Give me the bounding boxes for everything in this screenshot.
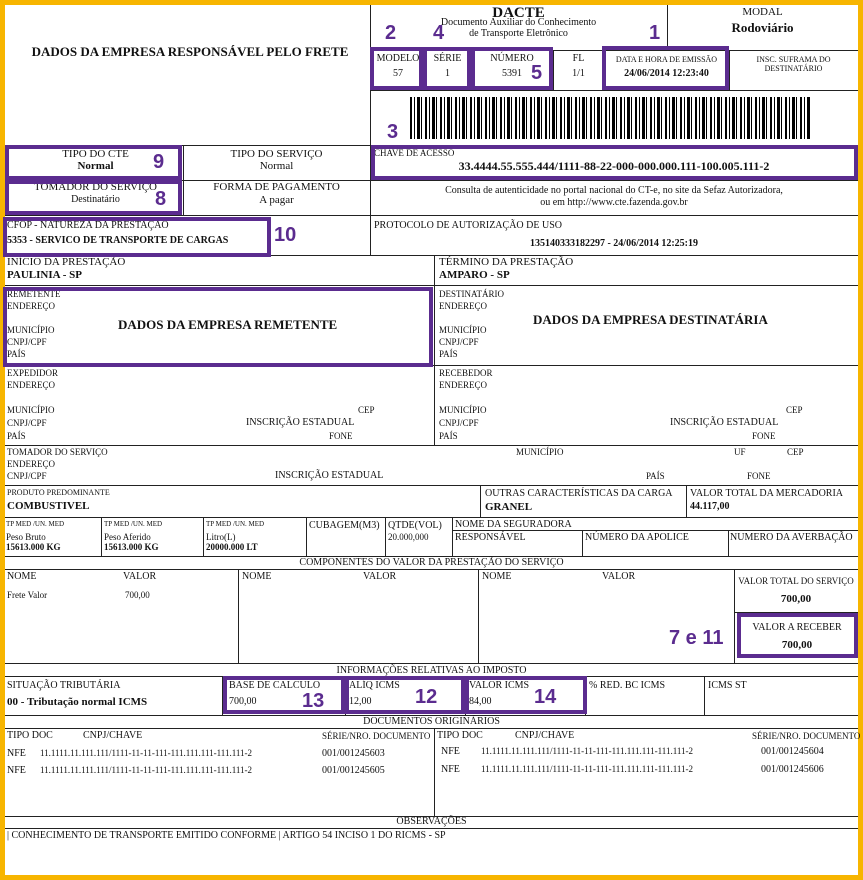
marker-14: 14 <box>534 686 557 708</box>
componentes-title: COMPONENTES DO VALOR DA PRESTAÇÃO DO SERVIÇO <box>299 557 564 568</box>
comp-item-value: 700,00 <box>125 590 150 600</box>
recebedor-pais-label: PAÍS <box>439 431 458 441</box>
cubagem-label: CUBAGEM(M3) <box>309 520 380 531</box>
expedidor-pais-label: PAÍS <box>7 431 26 441</box>
doc-row-left-1-tipo: NFE <box>7 748 26 759</box>
remetente-cnpj-label: CNPJ/CPF <box>7 337 47 347</box>
tp1-name: Peso Bruto <box>6 532 46 542</box>
comp-valor-label-2: VALOR <box>363 571 397 582</box>
marker-5: 5 <box>531 62 543 84</box>
recebedor-cep-label: CEP <box>786 405 803 415</box>
doc-row-right-2-chave: 11.1111.11.111.111/1111-11-11-111-111.111.111-111.111-2 <box>481 764 694 774</box>
tp3-name: Litro(L) <box>206 532 236 542</box>
tomador-pais-label: PAÍS <box>646 471 665 481</box>
doc-chave-label-right: CNPJ/CHAVE <box>515 730 575 741</box>
situacao-label: SITUAÇÃO TRIBUTÁRIA <box>7 680 121 691</box>
doc-tipo-label-right: TIPO DOC <box>437 730 483 741</box>
tipo-servico-value: Normal <box>259 160 294 172</box>
situacao-value: 00 - Tributação normal ICMS <box>7 696 148 708</box>
tp2-label: TP MED /UN. MED <box>104 520 163 528</box>
highlight-remetente <box>3 287 433 367</box>
chave-label: CHAVE DE ACESSO <box>374 148 455 158</box>
doc-row-right-2-tipo: NFE <box>441 764 460 775</box>
comp-nome-label-2: NOME <box>242 571 272 582</box>
highlight-valor-receber <box>737 613 858 658</box>
outras-label: OUTRAS CARACTERÍSTICAS DA CARGA <box>485 488 673 499</box>
pagamento-value: A pagar <box>259 194 294 206</box>
responsavel-label: RESPONSÁVEL <box>455 532 526 543</box>
averbacao-label: NUMERO DA AVERBAÇÃO <box>730 532 853 543</box>
valor-mercadoria-label: VALOR TOTAL DA MERCADORIA <box>690 488 844 499</box>
cfop-value: 5353 - SERVICO DE TRANSPORTE DE CARGAS <box>7 235 229 246</box>
valor-receber-value: 700,00 <box>781 639 813 651</box>
valor-icms-label: VALOR ICMS <box>469 680 530 691</box>
doc-row-left-2-chave: 11.1111.11.111.111/1111-11-11-111-111.111.111-111.111-2 <box>40 765 253 775</box>
aliq-value: 12,00 <box>349 696 372 707</box>
pagamento-label: FORMA DE PAGAMENTO <box>213 181 340 193</box>
highlight-cfop <box>3 217 271 257</box>
highlight-chave <box>371 145 858 180</box>
inicio-value: PAULINIA - SP <box>7 269 82 281</box>
tipo-cte-value: Normal <box>77 160 114 172</box>
issuer-name: DADOS DA EMPRESA RESPONSÁVEL PELO FRETE <box>31 44 349 59</box>
marker-10: 10 <box>274 224 297 246</box>
icms-st-label: ICMS ST <box>708 680 747 691</box>
highlight-modelo <box>370 47 423 90</box>
termino-label: TÉRMINO DA PRESTAÇÃO <box>439 256 574 268</box>
remetente-label: REMETENTE <box>7 289 61 299</box>
remetente-company: DADOS DA EMPRESA REMETENTE <box>118 317 338 332</box>
marker-1: 1 <box>649 22 661 44</box>
doc-row-right-1-tipo: NFE <box>441 746 460 757</box>
highlight-emissao <box>602 46 729 90</box>
observacoes-text: | CONHECIMENTO DE TRANSPORTE EMITIDO CONFORME | ARTIGO 54 INCISO 1 DO RICMS - SP <box>7 830 446 841</box>
numero-label: NÚMERO <box>490 53 534 64</box>
doc-row-left-2-serie: 001/001245605 <box>322 765 385 776</box>
expedidor-municipio-label: MUNICÍPIO <box>7 405 55 415</box>
modelo-label: MODELO <box>376 53 420 64</box>
tomador-municipio-label: MUNICÍPIO <box>516 447 564 457</box>
comp-nome-label-3: NOME <box>482 571 512 582</box>
tomador-fone-label: FONE <box>747 471 771 481</box>
suframa-label: INSC. SUFRAMA DO DESTINATÁRIO <box>756 55 831 73</box>
fl-label: FL <box>572 53 585 64</box>
highlight-aliq <box>345 676 465 714</box>
document-subtitle-1: Documento Auxiliar do Conhecimento <box>440 17 597 28</box>
doc-row-right-1-chave: 11.1111.11.111.111/1111-11-11-111-111.111.111-111.111-2 <box>481 746 694 756</box>
doc-row-right-2-serie: 001/001245606 <box>761 764 824 775</box>
marker-12: 12 <box>415 686 438 708</box>
recebedor-label: RECEBEDOR <box>439 368 493 378</box>
protocolo-value: 135140333182297 - 24/06/2014 12:25:19 <box>529 238 699 249</box>
destinatario-endereco-label: ENDEREÇO <box>439 301 487 311</box>
fl-value: 1/1 <box>572 68 585 79</box>
valor-mercadoria-value: 44.117,00 <box>690 501 730 512</box>
outras-value: GRANEL <box>485 501 533 513</box>
inicio-label: INÍCIO DA PRESTAÇÃO <box>7 256 126 268</box>
recebedor-municipio-label: MUNICÍPIO <box>439 405 487 415</box>
doc-serie-label-left: SÉRIE/NRO. DOCUMENTO <box>322 731 431 741</box>
destinatario-company: DADOS DA EMPRESA DESTINATÁRIA <box>533 312 768 327</box>
seguradora-label: NOME DA SEGURADORA <box>455 519 572 530</box>
expedidor-ie-label: INSCRIÇÃO ESTADUAL <box>246 417 355 428</box>
base-label: BASE DE CALCULO <box>229 680 321 691</box>
tp1-value: 15613.000 KG <box>6 542 61 552</box>
remetente-endereco-label: ENDEREÇO <box>7 301 55 311</box>
doc-tipo-label-left: TIPO DOC <box>7 730 53 741</box>
produto-label: PRODUTO PREDOMINANTE <box>7 488 110 497</box>
cfop-label: CFOP - NATUREZA DA PRESTAÇÃO <box>7 220 169 231</box>
expedidor-label: EXPEDIDOR <box>7 368 58 378</box>
red-bc-label: % RED. BC ICMS <box>589 680 666 691</box>
highlight-valor-icms <box>465 676 587 714</box>
emissao-value: 24/06/2014 12:23:40 <box>624 68 709 79</box>
tomador-cep-label: CEP <box>787 447 804 457</box>
imposto-title: INFORMAÇÕES RELATIVAS AO IMPOSTO <box>336 665 527 676</box>
expedidor-cep-label: CEP <box>358 405 375 415</box>
expedidor-fone-label: FONE <box>329 431 353 441</box>
comp-valor-label-3: VALOR <box>602 571 636 582</box>
marker-7-11: 7 e 11 <box>669 627 724 649</box>
modelo-value: 57 <box>393 68 403 79</box>
doc-row-right-1-serie: 001/001245604 <box>761 746 824 757</box>
emissao-label: DATA E HORA DE EMISSÃO <box>615 55 718 64</box>
destinatario-municipio-label: MUNICÍPIO <box>439 325 487 335</box>
observacoes-title: OBSERVAÇÕES <box>396 816 467 827</box>
tp2-value: 15613.000 KG <box>104 542 159 552</box>
consulta-text-1: Consulta de autenticidade no portal nacional do CT-e, no site da Sefaz Autorizadora, <box>445 185 783 196</box>
qtde-value: 20.000,000 <box>388 532 429 542</box>
doc-row-left-1-serie: 001/001245603 <box>322 748 385 759</box>
comp-valor-label-1: VALOR <box>123 571 157 582</box>
tp3-label: TP MED /UN. MED <box>206 520 265 528</box>
doc-serie-label-right: SÉRIE/NRO. DOCUMENTO <box>752 731 861 741</box>
total-servico-value: 700,00 <box>780 593 812 605</box>
destinatario-cnpj-label: CNPJ/CPF <box>439 337 479 347</box>
comp-item-name: Frete Valor <box>7 590 48 600</box>
produto-value: COMBUSTIVEL <box>7 500 90 512</box>
document-title: DACTE <box>492 5 545 21</box>
tomador-label: TOMADOR DO SERVIÇO <box>34 181 157 193</box>
consulta-text-2: ou em http://www.cte.fazenda.gov.br <box>540 197 688 208</box>
qtde-label: QTDE(VOL) <box>388 520 442 531</box>
documentos-title: DOCUMENTOS ORIGINÁRIOS <box>363 716 500 727</box>
termino-value: AMPARO - SP <box>439 269 510 281</box>
tp3-value: 20000.000 LT <box>206 542 258 552</box>
remetente-municipio-label: MUNICÍPIO <box>7 325 55 335</box>
doc-row-left-2-tipo: NFE <box>7 765 26 776</box>
numero-value: 5391 <box>502 68 522 79</box>
tomador-uf-label: UF <box>734 447 746 457</box>
doc-row-left-1-chave: 11.1111.11.111.111/1111-11-11-111-111.111.111-111.111-2 <box>40 748 253 758</box>
marker-9: 9 <box>153 151 165 173</box>
tp2-name: Peso Aferido <box>104 532 151 542</box>
tomador-endereco-label: ENDEREÇO <box>7 459 55 469</box>
tipo-cte-label: TIPO DO CTE <box>62 148 129 160</box>
valor-icms-value: 84,00 <box>469 696 492 707</box>
marker-2: 2 <box>385 22 397 44</box>
highlight-serie <box>423 47 471 90</box>
tomador-cnpj-label: CNPJ/CPF <box>7 471 47 481</box>
document-subtitle-2: de Transporte Eletrônico <box>469 28 568 39</box>
barcode <box>410 97 810 139</box>
remetente-pais-label: PAÍS <box>7 349 26 359</box>
tp1-label: TP MED /UN. MED <box>6 520 65 528</box>
total-servico-label: VALOR TOTAL DO SERVIÇO <box>738 576 854 586</box>
modal-value: Rodoviário <box>731 20 794 35</box>
highlight-base <box>223 676 345 714</box>
destinatario-pais-label: PAÍS <box>439 349 458 359</box>
comp-nome-label-1: NOME <box>7 571 37 582</box>
serie-label: SÉRIE <box>433 53 462 64</box>
recebedor-ie-label: INSCRIÇÃO ESTADUAL <box>670 417 779 428</box>
doc-chave-label-left: CNPJ/CHAVE <box>83 730 143 741</box>
serie-value: 1 <box>445 68 450 79</box>
base-value: 700,00 <box>229 696 257 707</box>
tomador-ie-label: INSCRIÇÃO ESTADUAL <box>275 470 384 481</box>
expedidor-endereco-label: ENDEREÇO <box>7 380 55 390</box>
recebedor-cnpj-label: CNPJ/CPF <box>439 418 479 428</box>
tomador-full-label: TOMADOR DO SERVIÇO <box>7 447 108 457</box>
recebedor-endereco-label: ENDEREÇO <box>439 380 487 390</box>
tipo-servico-label: TIPO DO SERVIÇO <box>230 148 323 160</box>
aliq-label: ALÍQ ICMS <box>349 680 400 691</box>
marker-13: 13 <box>302 690 325 712</box>
chave-value: 33.4444.55.555.444/1111-88-22-000-000.000.111-100.005.111-2 <box>458 159 770 173</box>
recebedor-fone-label: FONE <box>752 431 776 441</box>
valor-receber-label: VALOR A RECEBER <box>752 622 842 633</box>
marker-4: 4 <box>433 22 445 44</box>
destinatario-label: DESTINATÁRIO <box>439 289 504 299</box>
apolice-label: NÚMERO DA APOLICE <box>585 532 689 543</box>
modal-label: MODAL <box>742 6 783 18</box>
marker-3: 3 <box>387 121 399 143</box>
expedidor-cnpj-label: CNPJ/CPF <box>7 418 47 428</box>
tomador-value: Destinatário <box>71 194 120 205</box>
marker-8: 8 <box>155 188 167 210</box>
protocolo-label: PROTOCOLO DE AUTORIZAÇÃO DE USO <box>374 220 562 231</box>
